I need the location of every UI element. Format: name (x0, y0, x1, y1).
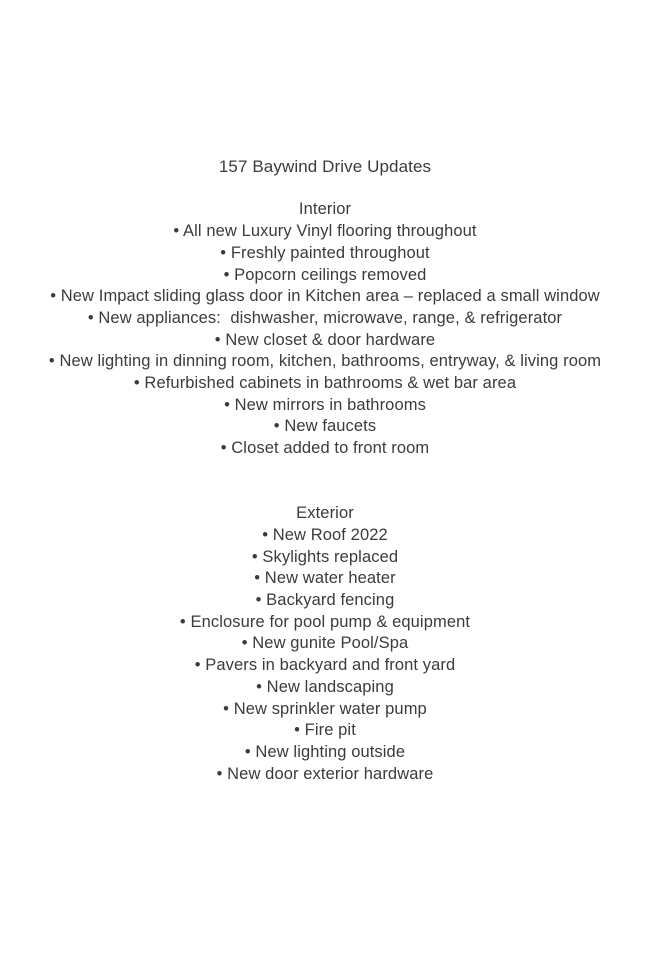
bullet-list-interior (0, 221, 650, 460)
list-item: • New sprinkler water pump (223, 699, 427, 718)
list-item: • Closet added to front room (220, 439, 430, 458)
list-item: • New faucets (273, 417, 377, 436)
list-item: • New water heater (254, 569, 396, 588)
list-item: • Freshly painted throughout (220, 243, 430, 262)
list-item: • Popcorn ceilings removed (223, 265, 427, 284)
flyer-document (0, 156, 650, 785)
list-item: • Enclosure for pool pump & equipment (179, 612, 471, 631)
list-item: • Pavers in backyard and front yard (194, 656, 456, 675)
list-item: • New closet & door hardware (214, 330, 436, 349)
list-item: • Backyard fencing (255, 591, 395, 610)
list-item: • Refurbished cabinets in bathrooms & wet bar area (133, 374, 517, 393)
list-item: • Skylights replaced (251, 547, 399, 566)
list-item: • New Impact sliding glass door in Kitchen area – replaced a small window (50, 287, 600, 306)
list-item: • New landscaping (256, 677, 394, 696)
document-title: 157 Baywind Drive Updates (218, 157, 432, 176)
section-exterior (0, 503, 650, 785)
bullet-list-exterior (0, 525, 650, 785)
section-interior (0, 199, 650, 459)
list-item: • New lighting outside (244, 742, 406, 761)
list-item: • Fire pit (294, 721, 356, 740)
section-heading-interior: Interior (298, 200, 352, 219)
list-item: • New lighting in dinning room, kitchen, bathrooms, entryway, & living room (48, 352, 602, 371)
list-item: • New gunite Pool/Spa (241, 634, 409, 653)
list-item: • New Roof 2022 (262, 525, 388, 544)
list-item: • All new Luxury Vinyl flooring throughout (173, 222, 477, 241)
list-item: • New mirrors in bathrooms (224, 395, 426, 414)
list-item: • New appliances: dishwasher, microwave, range, & refrigerator (87, 308, 563, 327)
section-heading-exterior: Exterior (296, 504, 354, 523)
list-item: • New door exterior hardware (216, 764, 434, 783)
